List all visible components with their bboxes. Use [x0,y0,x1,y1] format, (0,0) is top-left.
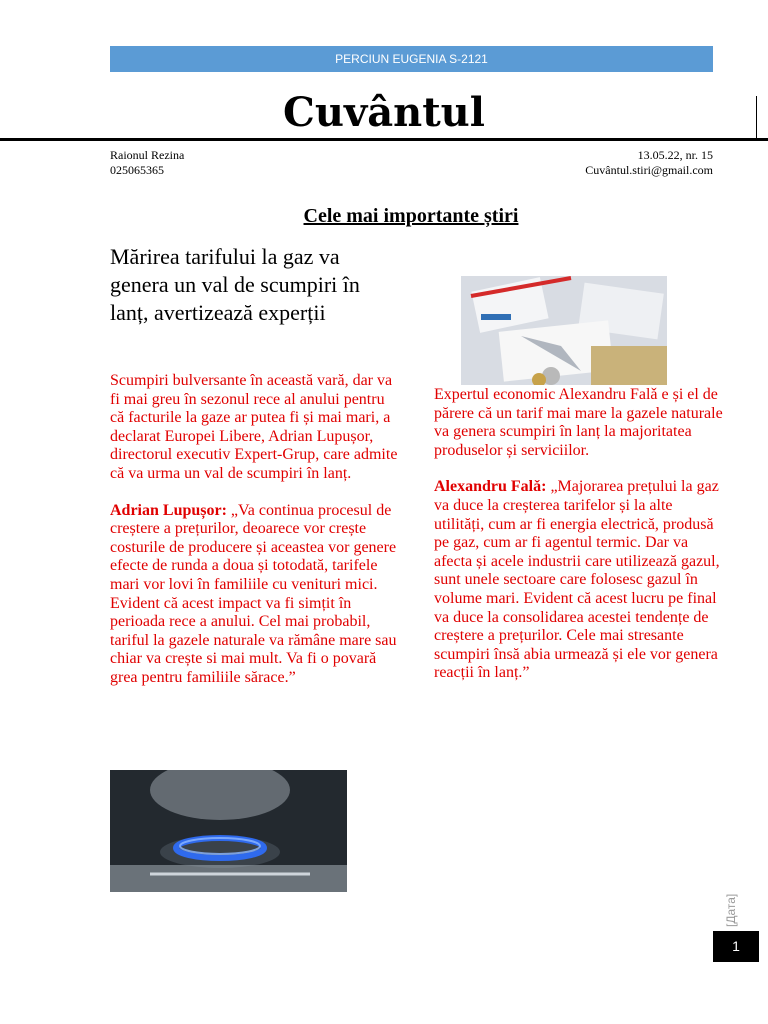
district-label: Raionul Rezina [110,148,185,162]
header-divider [0,138,768,141]
quote-speaker: Alexandru Falǎ: [434,478,547,496]
date-placeholder: [Дата] [724,893,738,927]
meta-left [110,148,184,178]
utility-bills-illustration [461,276,667,385]
newspaper-masthead: Cuvântul [283,89,485,136]
issue-date: 13.05.22, nr. 15 [637,148,713,162]
quote-text: „Majorarea prețului la gaz va duce la creșterea tarifelor și la alte utilități, cum ar fi energia electrică, produsă pe gaz, cum ar fi agentul termic. Dar va afecta și acele industrii care utilizează gazul, sunt unele sectoare care folosesc gazul în volume mari. Evident că acest lucru pe final va duce la consolidarea acestei tendențe de creștere a prețurilor. Cele mai stresante scumpiri însă abia urmează și ele vor genera reacții în lanț.” [434,478,720,682]
page-number: 1 [713,931,759,962]
quote-text: „Va continua procesul de creștere a prețurilor, deoarece vor crește costurile de producere și aceastea vor genere efecte de runda a doua și totodată, tarifele mari vor lovi în familiile cu venituri mici. Evident că acest impact va fi simțit în perioada rece a anului. Cel mai probabil, tariful la gazele naturale va rămâne mare sau chiar va crește si mai mult. Va fi o povară grea pentru familiile sărace.” [110,501,397,686]
utility-bills-photo [461,276,667,385]
right-column [434,386,724,683]
quote-speaker: Adrian Lupușor: [110,501,227,519]
expert-intro: Expertul economic Alexandru Falǎ e și el de părere că un tarif mai mare la gazele naturale va genera scumpiri în lanț la majoritatea produselor și serviciilor. [434,386,723,459]
article-lead: Scumpiri bulversante în această vară, dar va fi mai greu în sezonul rece al anului pentru că facturile la gaze ar putea fi și mai mari, a declarat Europei Libere, Adrian Lupușor, directorul executiv Expert-Grup, care admite că va urma un val de scumpiri în lanț. [110,372,398,482]
section-title: Cele mai importante știri [303,205,519,227]
author-bar: PERCIUN EUGENIA S-2121 [110,46,713,72]
phone-number: 025065365 [110,163,164,177]
quote-lupusor [110,502,400,688]
left-column [110,372,400,688]
gas-burner-photo [110,770,347,892]
gas-flame-illustration [110,770,347,892]
email-address: Cuvântul.stiri@gmail.com [585,163,713,177]
quote-fala [434,478,724,683]
meta-right [585,148,713,178]
article-headline: Mărirea tarifului la gaz va genera un val de scumpiri în lanț, avertizează experții [110,244,360,325]
